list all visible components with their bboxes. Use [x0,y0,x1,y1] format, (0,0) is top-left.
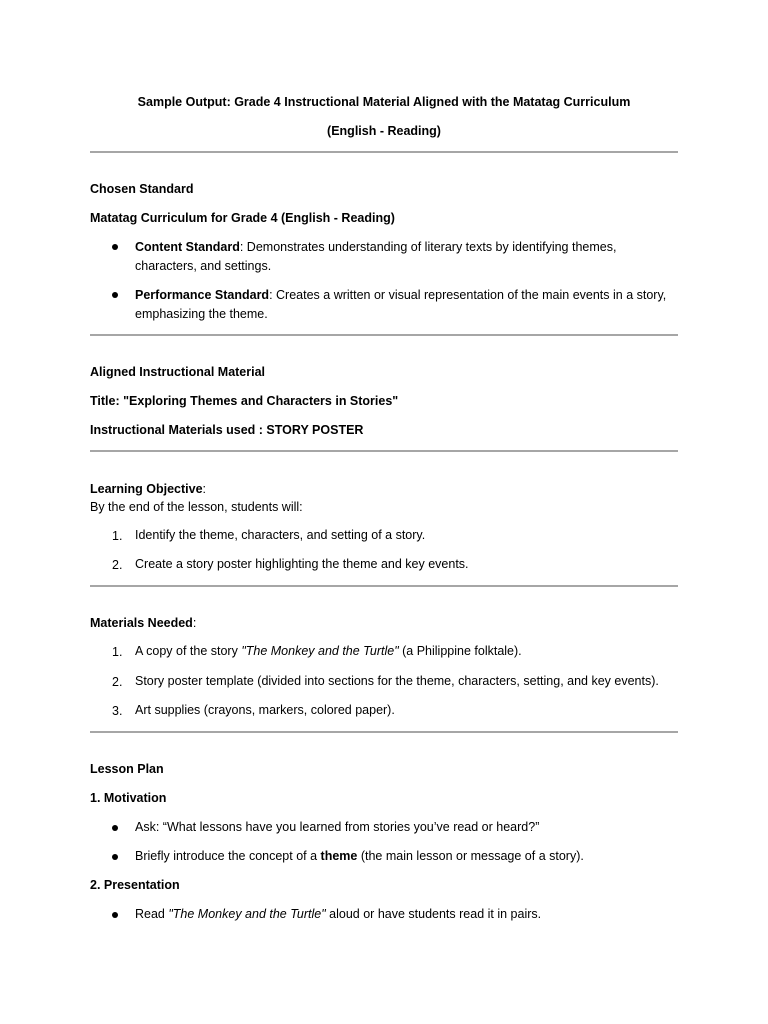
performance-standard-item [135,286,666,324]
story-title: "The Monkey and the Turtle" [241,644,399,658]
motivation-heading: 1. Motivation [90,791,167,805]
bullet-icon [112,292,118,298]
objective-item: Create a story poster highlighting the theme and key events. [135,557,469,571]
divider [90,334,678,336]
document-title: Sample Output: Grade 4 Instructional Material Aligned with the Matatag Curriculum [137,95,631,109]
list-number: 2. [112,558,123,572]
materials-item [135,642,522,661]
objective-colon: : [202,482,207,496]
list-number: 1. [112,529,123,543]
list-number: 1. [112,645,123,659]
divider [90,585,678,587]
materials-item-text: (a Philippine folktale). [398,644,522,658]
section-heading-material: Aligned Instructional Material [90,365,266,379]
content-standard-label: Content Standard [135,240,240,254]
motivation-item-text: (the main lesson or message of a story). [357,849,584,863]
content-standard-text-2: characters, and settings. [135,259,272,273]
bullet-icon [112,854,118,860]
document-subtitle: (English - Reading) [327,124,441,138]
materials-item: Art supplies (crayons, markers, colored paper). [135,703,395,717]
section-heading-materials: Materials Needed [90,616,193,630]
content-standard-item [135,238,616,276]
presentation-item-text: Read [135,907,169,921]
objective-heading-line [90,481,206,497]
objective-intro: By the end of the lesson, students will: [90,500,303,514]
materials-heading-line [90,615,196,631]
materials-colon: : [192,616,197,630]
bullet-icon [112,912,118,918]
divider [90,731,678,733]
objective-item: Identify the theme, characters, and setting of a story. [135,528,426,542]
list-number: 2. [112,675,123,689]
divider [90,450,678,452]
bullet-icon [112,825,118,831]
material-title: Title: "Exploring Themes and Characters in Stories" [90,394,399,408]
performance-standard-text-2: emphasizing the theme. [135,307,268,321]
materials-used: Instructional Materials used : STORY POSTER [90,423,364,437]
motivation-item-text: Briefly introduce the concept of a [135,849,321,863]
materials-item-text: A copy of the story [135,644,242,658]
presentation-item-text: aloud or have students read it in pairs. [325,907,542,921]
story-title: "The Monkey and the Turtle" [168,907,326,921]
section-heading-objective: Learning Objective [90,482,203,496]
materials-item: Story poster template (divided into sections for the theme, characters, setting, and key events). [135,674,659,688]
theme-term: theme [320,849,358,863]
performance-standard-label: Performance Standard [135,288,270,302]
presentation-heading: 2. Presentation [90,878,180,892]
section-heading-standard: Chosen Standard [90,182,194,196]
content-standard-text-1: : Demonstrates understanding of literary texts by identifying themes, [239,240,617,254]
list-number: 3. [112,704,123,718]
performance-standard-text-1: : Creates a written or visual representation of the main events in a story, [269,288,667,302]
presentation-item [135,905,541,924]
curriculum-heading: Matatag Curriculum for Grade 4 (English - Reading) [90,211,395,225]
section-heading-lesson: Lesson Plan [90,762,164,776]
divider [90,151,678,153]
motivation-item [135,847,584,866]
motivation-item: Ask: “What lessons have you learned from stories you’ve read or heard?” [135,820,540,834]
bullet-icon [112,244,118,250]
